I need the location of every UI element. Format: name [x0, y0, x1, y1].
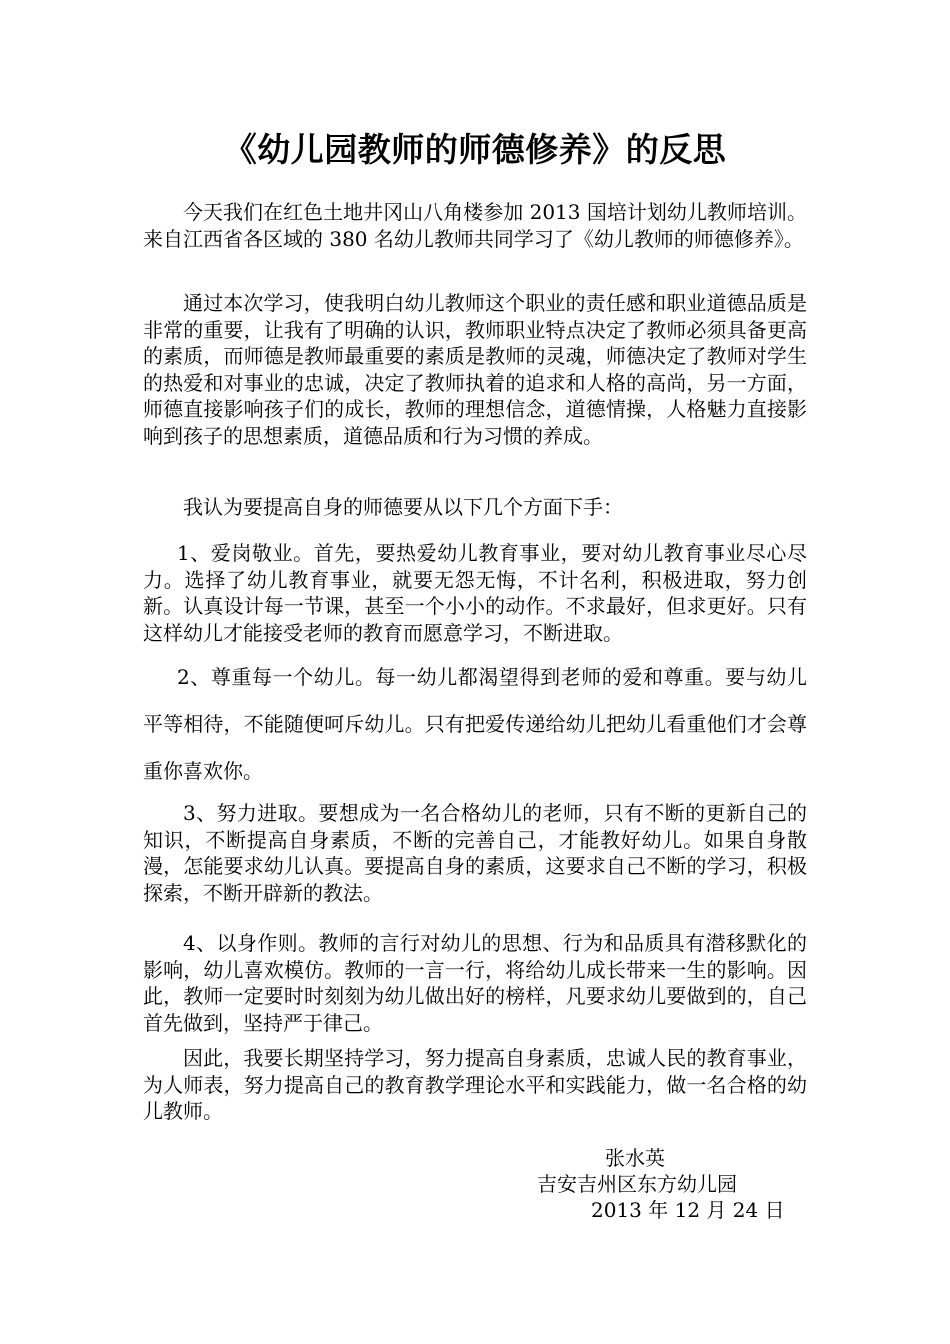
paragraph-point-3: 3、努力进取。要想成为一名合格幼儿的老师，只有不断的更新自己的知识，不断提高自身素质，不断的完善自己，才能教好幼儿。如果自身散漫，怎能要求幼儿认真。要提高自身的素质，这要求自己不断的学习，积极探索，不断开辟新的教法。: [143, 801, 807, 905]
paragraph-conclusion: 因此，我要长期坚持学习，努力提高自身素质，忠诚人民的教育事业，为人师表，努力提高自己的教育教学理论水平和实践能力，做一名合格的幼儿教师。: [143, 1046, 807, 1123]
paragraph-point-2: 2、尊重每一个幼儿。每一幼儿都渴望得到老师的爱和尊重。要与幼儿平等相待，不能随便呵斥幼儿。只有把爱传递给幼儿把幼儿看重他们才会尊重你喜欢你。: [143, 665, 807, 783]
document-title: 《幼儿园教师的师德修养》的反思: [223, 130, 727, 169]
signature-organization: 吉安吉州区东方幼儿园: [537, 1172, 737, 1196]
signature-name: 张水英: [605, 1146, 665, 1170]
signature-date: 2013 年 12 月 24 日: [591, 1198, 785, 1222]
paragraph-reflection: 通过本次学习，使我明白幼儿教师这个职业的责任感和职业道德品质是非常的重要，让我有了明确的认识，教师职业特点决定了教师必须具备更高的素质，而师德是教师最重要的素质是教师的灵魂，师德决定了教师对学生的热爱和对事业的忠诚，决定了教师执着的追求和人格的高尚，另一方面，师德直接影响孩子们的成长，教师的理想信念，道德情操，人格魅力直接影响到孩子的思想素质，道德品质和行为习惯的养成。: [143, 291, 807, 448]
paragraph-point-1: 1、爱岗敬业。首先，要热爱幼儿教育事业，要对幼儿教育事业尽心尽力。选择了幼儿教育事业，就要无怨无悔，不计名利，积极进取，努力创新。认真设计每一节课，甚至一个小小的动作。不求最好，但求更好。只有这样幼儿才能接受老师的教育而愿意学习，不断进取。: [143, 541, 807, 645]
paragraph-point-4: 4、以身作则。教师的言行对幼儿的思想、行为和品质具有潜移默化的影响，幼儿喜欢模仿。教师的一言一行，将给幼儿成长带来一生的影响。因此，教师一定要时时刻刻为幼儿做出好的榜样，凡要求幼儿要做到的，自己首先做到，坚持严于律己。: [143, 931, 807, 1035]
paragraph-intro: 今天我们在红色土地井冈山八角楼参加 2013 国培计划幼儿教师培训。来自江西省各区域的 380 名幼儿教师共同学习了《幼儿教师的师德修养》。: [143, 200, 807, 251]
paragraph-aspects-lead: 我认为要提高自身的师德要从以下几个方面下手：: [183, 495, 623, 519]
